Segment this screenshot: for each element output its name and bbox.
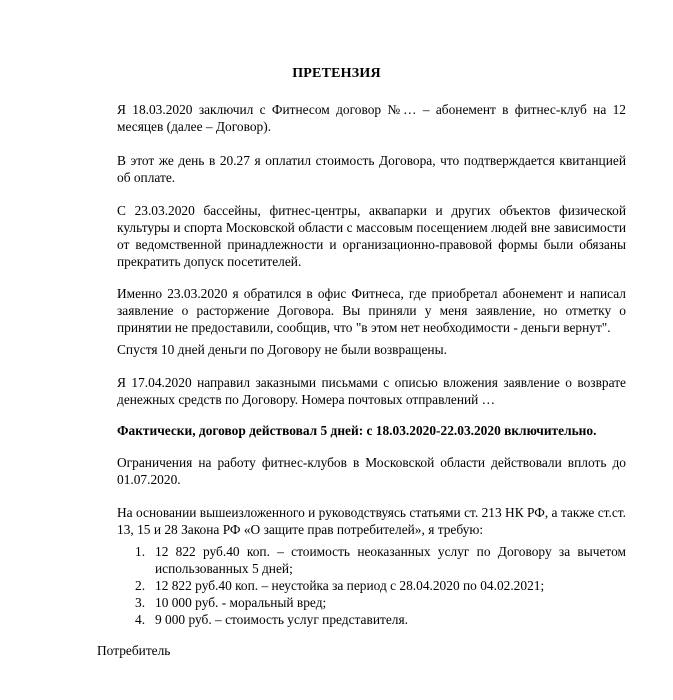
paragraph-payment: В этот же день в 20.27 я оплатил стоимость Договора, что подтверждается квитанцией об оплате.	[117, 153, 626, 185]
requirement-text: 12 822 руб.40 коп. – стоимость неоказанных услуг по Договору за вычетом использованных 5 дней;	[155, 544, 626, 576]
paragraph-contract-duration: Фактически, договор действовал 5 дней: с 18.03.2020-22.03.2020 включительно.	[117, 423, 597, 438]
paragraph-letters: Я 17.04.2020 направил заказными письмами с описью вложения заявление о возврате денежных средств по Договору. Номера почтовых отправлений …	[117, 375, 626, 407]
requirement-item	[117, 611, 626, 628]
requirement-text: 10 000 руб. - моральный вред;	[155, 595, 327, 610]
paragraph-no-refund: Спустя 10 дней деньги по Договору не были возвращены.	[117, 342, 447, 357]
requirement-text: 9 000 руб. – стоимость услуг представителя.	[155, 612, 408, 627]
requirement-item	[117, 577, 626, 594]
document-title: ПРЕТЕНЗИЯ	[292, 66, 381, 81]
paragraph-demands-intro: На основании вышеизложенного и руководствуясь статьями ст. 213 НК РФ, а также ст.ст. 13, 15 и 28 Закона РФ «О защите прав потребителей», я требую:	[117, 505, 626, 537]
requirement-text: 12 822 руб.40 коп. – неустойка за период с 28.04.2020 по 04.02.2021;	[155, 578, 545, 593]
requirements-list	[117, 543, 626, 628]
paragraph-termination-request: Именно 23.03.2020 я обратился в офис Фитнеса, где приобретал абонемент и написал заявление о расторжение Договора. Вы приняли у меня заявление, но отметку о принятии не предоставили, сообщив, что "в этом нет необходимости - деньги вернут".	[117, 286, 626, 335]
paragraph-restrictions: Ограничения на работу фитнес-клубов в Московской области действовали вплоть до 01.07.2020.	[117, 455, 626, 487]
requirement-number: 1.	[135, 544, 146, 559]
requirement-number: 3.	[135, 595, 146, 610]
signature-label: Потребитель	[97, 643, 171, 658]
requirement-item	[117, 594, 626, 611]
requirement-item	[117, 543, 626, 577]
requirement-number: 4.	[135, 612, 146, 627]
paragraph-contract: Я 18.03.2020 заключил с Фитнесом договор №… – абонемент в фитнес-клуб на 12 месяцев (далее – Договор).	[117, 102, 626, 134]
paragraph-closure: С 23.03.2020 бассейны, фитнес-центры, аквапарки и других объектов физической культуры и спорта Московской области с массовым посещением людей вне зависимости от ведомственной принадлежности и организационно-правовой формы были обязаны прекратить допуск посетителей.	[117, 203, 626, 269]
requirement-number: 2.	[135, 578, 146, 593]
